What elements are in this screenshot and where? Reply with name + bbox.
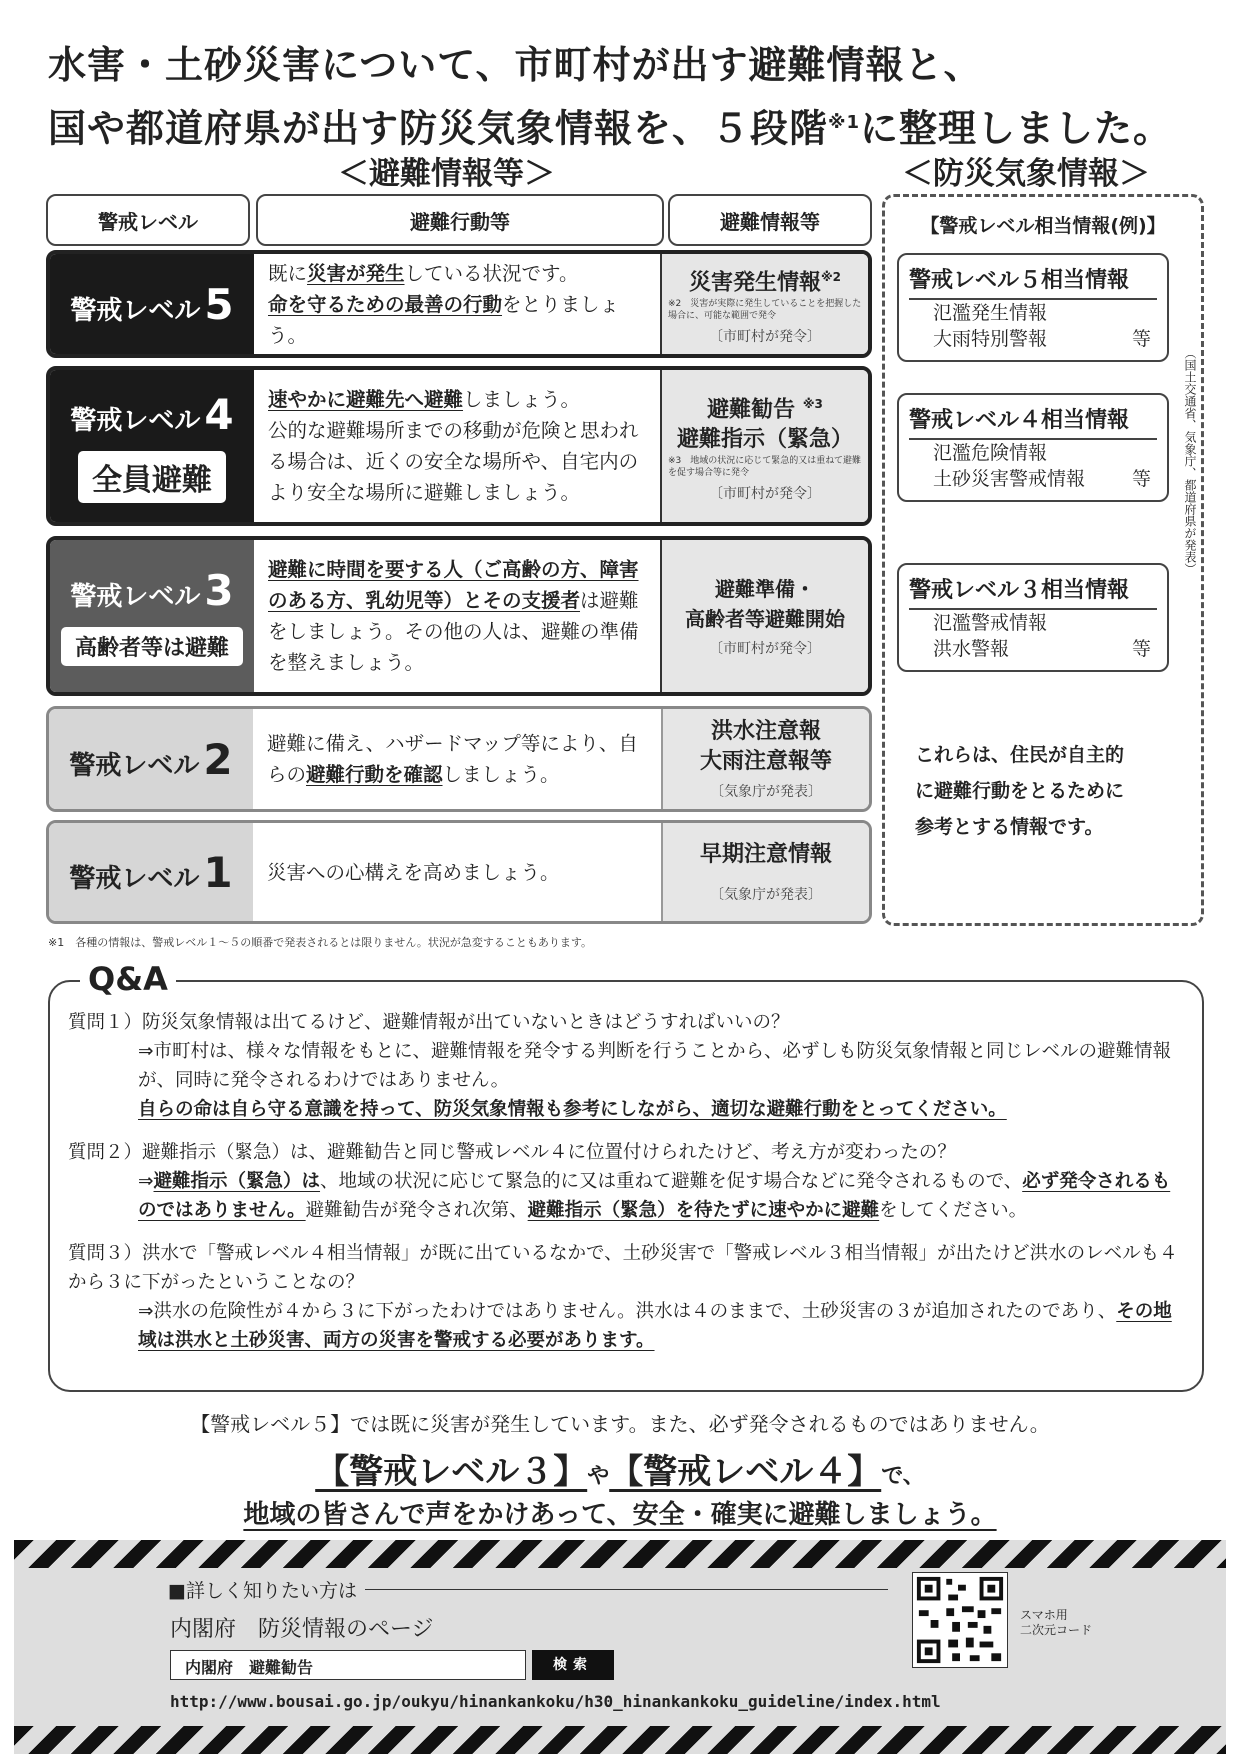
level-2-label xyxy=(49,709,253,809)
qa-item-2 xyxy=(68,1138,1182,1225)
lv4-text-u1: 速やかに避難先へ避難 xyxy=(268,388,464,411)
lv3-issuer: 〔市町村が発令〕 xyxy=(709,641,821,657)
bottom-call-to-action xyxy=(0,1494,1240,1531)
lv4-info1: 避難勧告 xyxy=(707,397,796,423)
level-5-info xyxy=(662,254,868,354)
closing-line2: に避難行動をとるために xyxy=(915,780,1125,802)
level-2-label-text: 警戒レベル xyxy=(69,750,200,781)
footnote-1: ※1 各種の情報は、警戒レベル１～５の順番で発表されるとは限りません。状況が急変することもあります。 xyxy=(48,936,592,949)
a2-u1: 避難指示（緊急）は xyxy=(153,1171,321,1192)
a2-u3: 避難指示（緊急）を待たずに速やかに避難 xyxy=(527,1200,880,1221)
eq4-etc: 等 xyxy=(1131,468,1151,490)
lv4-info2: 避難指示（緊急） xyxy=(676,427,853,453)
headline-line2-pre: 国や都道府県が出す防災気象情報を、５段階 xyxy=(48,106,829,151)
level-5-label xyxy=(50,254,254,354)
lv4-text-r1: しましょう。 xyxy=(463,388,581,411)
level-4-row xyxy=(46,366,872,526)
qr-label-line2: 二次元コード xyxy=(1020,1623,1093,1637)
level-1-row xyxy=(46,820,872,924)
lv2-info1: 洪水注意報 xyxy=(710,719,821,744)
lv4-info-sup: ※3 xyxy=(802,396,823,411)
footer xyxy=(14,1540,1226,1754)
headline-sup: ※1 xyxy=(828,112,861,133)
lv3-text-r1: は避難をしましょう。その他の人は、避難の準備を整えましょう。 xyxy=(268,589,639,674)
question-2: 質問２）避難指示（緊急）は、避難勧告と同じ警戒レベル４に位置付けられたけど、考え方が変わったの？ xyxy=(68,1142,956,1163)
question-3: 質問３）洪水で「警戒レベル４相当情報」が既に出ているなかで、土砂災害で「警戒レベル３相当情報」が出たけど洪水のレベルも４から３に下がったということなの？ xyxy=(68,1243,1178,1293)
lv5-text2-u: 命を守るための最善の行動 xyxy=(268,292,503,316)
lv5-info-sup: ※2 xyxy=(821,269,842,284)
a3-u1: その地域は洪水と土砂災害、両方の災害を警戒する必要があります。 xyxy=(138,1301,1172,1351)
closing-line1: これらは、住民が自主的 xyxy=(915,744,1125,766)
header-info: 避難情報等 xyxy=(668,194,872,246)
qa-section xyxy=(48,960,1204,1392)
lv4-issuer: 〔市町村が発令〕 xyxy=(709,486,821,503)
level-4-action xyxy=(254,370,662,522)
equivalent-level-3 xyxy=(897,563,1169,672)
lv4-note: ※3 地域の状況に応じて緊急的又は重ねて避難を促す場合等に発令 xyxy=(668,456,862,479)
a2-pre: ⇒ xyxy=(138,1171,154,1192)
eq4-title: 警戒レベル４相当情報 xyxy=(909,403,1157,440)
a2-u2: 必ず発令されるものではありません。 xyxy=(138,1171,1171,1221)
bottom-notice: 【警戒レベル５】では既に災害が発生しています。また、必ず発令されるものではありません。 xyxy=(190,1412,1050,1436)
lv3-info1: 避難準備・ xyxy=(715,577,815,601)
lv5-issuer: 〔市町村が発令〕 xyxy=(709,329,821,346)
eq5-item-row xyxy=(909,326,1157,352)
lv5-info: 災害発生情報 xyxy=(688,270,821,296)
headline-line1: 水害・土砂災害について、市町村が出す避難情報と、 xyxy=(48,43,983,87)
level-2-info xyxy=(663,709,869,809)
level-2-action xyxy=(253,709,663,809)
eq5-item: 氾濫発生情報 xyxy=(933,302,1048,324)
level-1-label xyxy=(49,823,253,921)
lv5-note: ※2 災害が実際に発生していることを把握した場合に、可能な範囲で発令 xyxy=(668,299,862,322)
header-action: 避難行動等 xyxy=(256,194,664,246)
level-1-action xyxy=(253,823,663,921)
eq3-item-row xyxy=(909,636,1157,662)
level-1-info xyxy=(663,823,869,921)
level-1-label-text: 警戒レベル xyxy=(69,863,200,894)
level-5-row xyxy=(46,250,872,358)
level-4-title xyxy=(70,390,233,439)
level-3-info xyxy=(662,540,868,692)
level-3-label xyxy=(50,540,254,692)
answer-2 xyxy=(68,1167,1182,1225)
level-4-num: 4 xyxy=(204,389,234,439)
guideline-url[interactable]: http://www.bousai.go.jp/oukyu/hinankankoku/h30_hinankankoku_guideline/index.html xyxy=(170,1692,941,1711)
weather-section-title: ＜防災気象情報＞ xyxy=(902,156,1150,192)
level-4-info xyxy=(662,370,868,522)
lv5-text1: 既に xyxy=(268,261,308,285)
equivalent-level-5 xyxy=(897,253,1169,362)
level-2-num: 2 xyxy=(203,734,233,784)
more-info xyxy=(168,1576,888,1603)
bottom-headline xyxy=(0,1444,1240,1493)
lv3-text-u1: 避難に時間を要する人（ご高齢の方、障害のある方、乳幼児等）とその支援者 xyxy=(268,558,639,612)
eq4-item: 土砂災害警戒情報 xyxy=(933,468,1086,490)
lv1-issuer: 〔気象庁が発表〕 xyxy=(710,887,822,903)
level-1-title xyxy=(69,848,232,897)
level-4-label-text: 警戒レベル xyxy=(70,405,201,436)
a2-r1: 、地域の状況に応じて緊急的に又は重ねて避難を促す場合などに発令されるもので、 xyxy=(320,1171,1023,1192)
eq4-item-row xyxy=(909,466,1157,492)
lv4-info1-wrap xyxy=(707,389,823,425)
hazard-stripe-bottom xyxy=(14,1726,1226,1754)
eq3-etc: 等 xyxy=(1131,638,1151,660)
lv5-text1-rest: している状況です。 xyxy=(404,261,579,285)
level-5-num: 5 xyxy=(204,279,234,329)
bottom-l2d: で、 xyxy=(881,1464,925,1489)
evac-section-title: ＜避難情報等＞ xyxy=(338,156,555,192)
level-4-badge: 全員避難 xyxy=(78,451,226,503)
level-3-label-text: 警戒レベル xyxy=(70,582,201,612)
search-input[interactable]: 内閣府 避難勧告 xyxy=(170,1650,526,1680)
level-1-num: 1 xyxy=(203,847,233,897)
lv5-text2-rest: をとりましょう。 xyxy=(268,292,620,347)
qa-item-3 xyxy=(68,1239,1182,1355)
qr-label xyxy=(1020,1608,1092,1638)
level-2-row xyxy=(46,706,872,812)
bottom-l2b: や xyxy=(587,1464,610,1489)
bottom-l2a: 【警戒レベル３】 xyxy=(315,1452,588,1492)
eq4-item: 氾濫危険情報 xyxy=(933,442,1048,464)
level-3-title xyxy=(70,566,233,615)
eq3-item: 洪水警報 xyxy=(933,638,1010,660)
cabinet-office-page[interactable]: 内閣府 防災情報のページ xyxy=(170,1617,434,1642)
question-1: 質問１）防災気象情報は出てるけど、避難情報が出ていないときはどうすればいいの？ xyxy=(68,1012,790,1033)
level-3-row xyxy=(46,536,872,696)
weather-source-note: （国土交通省、気象庁、都道府県が発表） xyxy=(1183,347,1197,575)
header-level: 警戒レベル xyxy=(46,194,250,246)
eq3-title: 警戒レベル３相当情報 xyxy=(909,573,1157,610)
answer-3 xyxy=(68,1297,1182,1355)
level-3-num: 3 xyxy=(204,566,234,615)
answer-1 xyxy=(68,1037,1182,1124)
level-4-label xyxy=(50,370,254,522)
lv5-text1-u: 災害が発生 xyxy=(307,261,405,285)
lv2-issuer: 〔気象庁が発表〕 xyxy=(710,784,822,800)
search-button[interactable]: 検索 xyxy=(532,1650,614,1680)
bottom-line3: 地域の皆さんで声をかけあって、安全・確実に避難しましょう。 xyxy=(243,1500,997,1530)
qa-item-1 xyxy=(68,1008,1182,1124)
bottom-l2c: 【警戒レベル４】 xyxy=(609,1452,882,1492)
answer-1-emphasis: 自らの命は自ら守る意識を持って、防災気象情報も参考にしながら、適切な避難行動をとってください。 xyxy=(138,1099,1007,1120)
lv2-info2: 大雨注意報等 xyxy=(699,749,832,774)
headline xyxy=(48,36,1198,158)
level-2-title xyxy=(69,735,232,784)
answer-1-text: ⇒市町村は、様々な情報をもとに、避難情報を発令する判断を行うことから、必ずしも防災気象情報と同じレベルの避難情報が、同時に発令されるわけではありません。 xyxy=(138,1041,1172,1091)
a2-r3: をしてください。 xyxy=(879,1200,1028,1221)
more-info-label: ■詳しく知りたい方は xyxy=(168,1580,357,1602)
level-5-label-text: 警戒レベル xyxy=(70,295,201,326)
hazard-stripe-top xyxy=(14,1540,1226,1568)
weather-closing xyxy=(915,737,1124,845)
qa-title: Q&A xyxy=(80,960,176,998)
lv2-text-r1: 避難に備え、ハザードマップ等により、自らの xyxy=(267,732,638,786)
divider xyxy=(365,1589,888,1590)
lv2-text-r2: しましょう。 xyxy=(442,763,560,786)
a3-r1: ⇒洪水の危険性が４から３に下がったわけではありません。洪水は４のままで、土砂災害の３が追加されたのであり、 xyxy=(138,1301,1117,1322)
lv3-info2: 高齢者等避難開始 xyxy=(685,607,845,631)
lv4-text-r2: 公的な避難場所までの移動が危険と思われる場合は、近くの安全な場所や、自宅内のより安全な場所に避難しましょう。 xyxy=(268,419,639,504)
eq5-title: 警戒レベル５相当情報 xyxy=(909,263,1157,300)
lv1-info1: 早期注意情報 xyxy=(699,842,832,867)
qr-code-icon[interactable] xyxy=(912,1572,1008,1668)
equivalent-level-4 xyxy=(897,393,1169,502)
lv2-text-u1: 避難行動を確認 xyxy=(306,763,443,786)
level-3-action xyxy=(254,540,662,692)
level-3-badge: 高齢者等は避難 xyxy=(61,627,243,666)
qr-label-line1: スマホ用 xyxy=(1020,1608,1068,1622)
a2-r2: 避難勧告が発令され次第、 xyxy=(305,1200,528,1221)
lv5-info-title xyxy=(689,262,841,298)
closing-line3: 参考とする情報です。 xyxy=(915,816,1104,838)
eq3-item: 氾濫警戒情報 xyxy=(933,612,1048,634)
eq5-item: 大雨特別警報 xyxy=(933,328,1048,350)
lv1-text: 災害への心構えを高めましょう。 xyxy=(267,860,560,884)
level-5-action xyxy=(254,254,662,354)
level-5-title xyxy=(70,280,233,329)
headline-line2-post: に整理しました。 xyxy=(860,106,1173,151)
weather-header: 【警戒レベル相当情報(例)】 xyxy=(920,215,1166,237)
weather-info-panel xyxy=(882,194,1204,926)
eq5-etc: 等 xyxy=(1131,328,1151,350)
